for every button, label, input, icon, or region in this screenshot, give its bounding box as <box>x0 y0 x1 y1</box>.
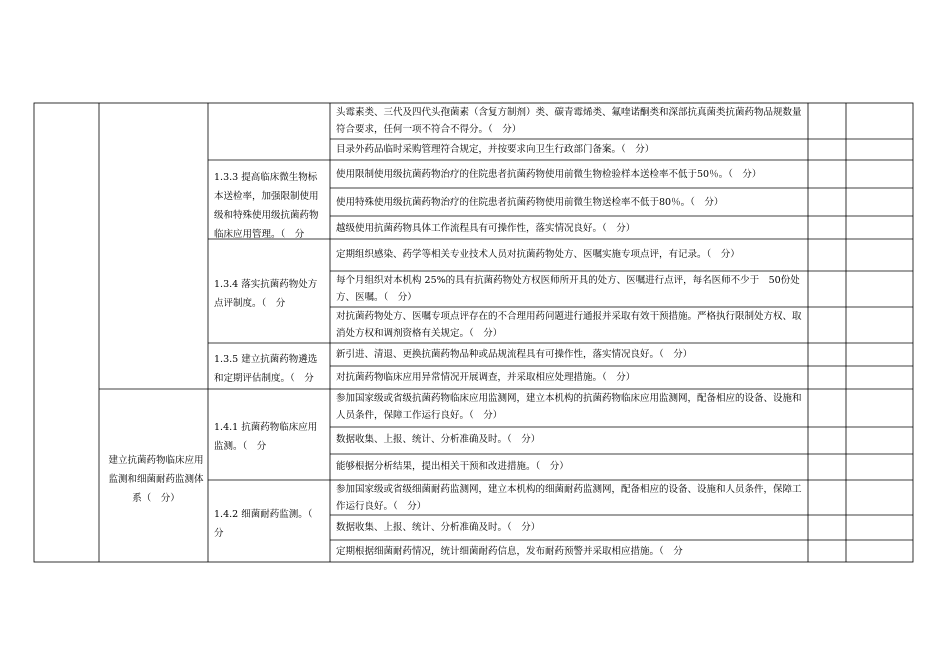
subitem-1-3-4: 1.3.4 落实抗菌药物处方点评制度。（ 分 <box>214 279 318 309</box>
criteria-row: 数据收集、上报、统计、分析准确及时。（ 分） <box>336 522 541 533</box>
criteria-row: 越级使用抗菌药物具体工作流程具有可操作性，落实情况良好。（ 分） <box>336 223 636 234</box>
criteria-row: 目录外药品临时采购管理符合规定，并按要求向卫生行政部门备案。（ 分） <box>336 144 655 155</box>
criteria-row: 定期根据细菌耐药情况，统计细菌耐药信息，发布耐药预警并采取相应措施。（ 分 <box>336 546 683 557</box>
item-monitoring-system: 建立抗菌药物临床应用监测和细菌耐药监测体系（ 分） <box>108 455 204 504</box>
criteria-row: 每个月组织对本机构 25%的具有抗菌药物处方权医师所开具的处方、医嘱进行点评，每名医师不少于 50份处方、医嘱。（ 分） <box>336 275 800 303</box>
criteria-row: 参加国家级或省级细菌耐药监测网，建立本机构的细菌耐药监测网，配备相应的设备、设施和人员条件，保障工作运行良好。（ 分） <box>336 484 802 512</box>
criteria-row: 新引进、清退、更换抗菌药物品种或品规流程具有可操作性，落实情况良好。（ 分） <box>336 349 693 360</box>
subitem-1-4-2: 1.4.2 细菌耐药监测。（ 分 <box>214 509 322 539</box>
criteria-row: 使用特殊使用级抗菌药物治疗的住院患者抗菌药物使用前微生物送检率不低于80％。（ 分） <box>336 197 724 208</box>
criteria-row: 头霉素类、三代及四代头孢菌素（含复方制剂）类、碳青霉烯类、氟喹诺酮类和深部抗真菌类抗菌药物品规数量符合要求，任何一项不符合不得分。（ 分） <box>336 107 802 135</box>
criteria-row: 使用限制使用级抗菌药物治疗的住院患者抗菌药物使用前微生物检验样本送检率不低于50％。（ 分） <box>336 169 762 180</box>
subitem-1-3-3: 1.3.3 提高临床微生物标本送检率，加强限制使用级和特殊使用级抗菌药物临床应用管理。（ 分 <box>214 172 319 240</box>
criteria-row: 对抗菌药物临床应用异常情况开展调查，并采取相应处理措施。（ 分） <box>336 372 636 383</box>
criteria-row: 能够根据分析结果，提出相关干预和改进措施。（ 分） <box>336 461 569 472</box>
subitem-1-3-5: 1.3.5 建立抗菌药物遴选和定期评估制度。（ 分 <box>214 354 318 384</box>
criteria-row: 定期组织感染、药学等相关专业技术人员对抗菌药物处方、医嘱实施专项点评，有记录。（ 分） <box>336 249 740 260</box>
criteria-row: 参加国家级或省级抗菌药物临床应用监测网，建立本机构的抗菌药物临床应用监测网，配备相应的设备、设施和人员条件，保障工作运行良好。（ 分） <box>336 393 802 421</box>
criteria-row: 对抗菌药物处方、医嘱专项点评存在的不合理用药问题进行通报并采取有效干预措施。严格执行限制处方权、取消处方权和调剂资格有关规定。（ 分） <box>336 311 802 339</box>
subitem-1-4-1: 1.4.1 抗菌药物临床应用监测。（ 分 <box>214 422 318 452</box>
criteria-row: 数据收集、上报、统计、分析准确及时。（ 分） <box>336 434 541 445</box>
